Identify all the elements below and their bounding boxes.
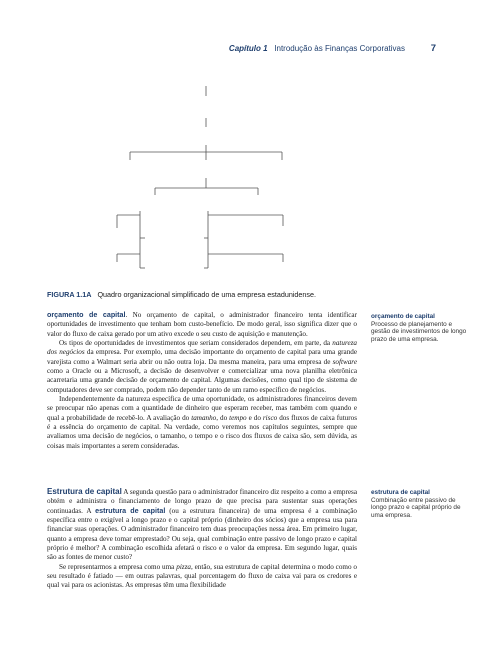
paragraph [47, 487, 357, 563]
figure-caption-text: Quadro organizacional simplificado de uma empresa estadunidense. [97, 290, 317, 299]
emphasis: risco [262, 413, 278, 422]
paragraph [47, 395, 357, 451]
figure-label: FIGURA 1.1A [47, 290, 92, 299]
paragraph-text: Se representarmos a empresa como uma [59, 562, 177, 571]
figure-caption [47, 290, 316, 299]
paragraph-text: Os tipos de oportunidades de investimentos que seriam considerados dependem, em parte, da [59, 339, 333, 348]
margin-note [371, 489, 471, 519]
chapter-label: Capítulo 1 [228, 44, 268, 53]
body-text-bottom [47, 487, 357, 591]
paragraph-text: dos fluxos de caixa futuros é a essência do orçamento de capital. Na verdade, como veremos nos capítulos seguintes, sempre que avaliamos uma decisão de negócios, o tamanho, o tempo e o risco dos fluxos de caixa são, sem dúvida, as coisas mais importantes a serem consideradas. [47, 413, 357, 450]
chapter-title: Introdução às Finanças Corporativas [274, 44, 405, 53]
paragraph-text: da empresa. Por exemplo, uma decisão importante do orçamento de capital para uma grande varejista como a Walmart seria abrir ou não outra loja. Da mesma maneira, para uma empresa de [47, 348, 358, 366]
paragraph-text: . No orçamento de capital, o administrador financeiro tenta identificar oportunidades de investimento que tenham bom custo-benefício. De modo geral, isso significa dizer que o valor do fluxo de caixa gerado por um ativo excede o seu custo de aquisição e manutenção. [47, 311, 357, 338]
paragraph [47, 339, 357, 395]
paragraph [47, 311, 357, 339]
paragraph-text: Independentemente da natureza específica de uma oportunidade, os administradores financeiros devem se preocupar não apenas com a quantidade de dinheiro que esperam receber, mas também com quando e qual a probabilidade de recebê-lo. A avaliação do [47, 395, 357, 422]
emphasis: pizza [176, 562, 191, 571]
margin-note-definition: Processo de planejamento e gestão de investimentos de longo prazo de uma empresa. [371, 320, 467, 343]
emphasis: tempo [229, 413, 247, 422]
key-term: estrutura de capital [95, 506, 166, 515]
emphasis: software [332, 357, 357, 366]
margin-note-term: estrutura de capital [371, 489, 430, 496]
paragraph-text: como a Oracle ou a Microsoft, a decisão de desenvolver e comercializar uma nova planilha eletrônica acarretaria uma grande decisão de orçamento de capital. Algumas decisões, como qual tipo de sistema de computadores deve ser comprado, podem não depender tanto de um ramo específico de negócios. [47, 367, 357, 394]
paragraph [47, 563, 357, 591]
paragraph-text: , do [216, 413, 230, 422]
org-chart-connectors [117, 86, 283, 268]
org-chart [0, 0, 489, 290]
emphasis: natureza dos negócios [47, 339, 357, 357]
paragraph-text: (ou a estrutura financeira) de uma empresa é a combinação específica entre o exigível a longo prazo e o capital próprio (dinheiro dos sócios) que a empresa usa para financiar suas operações. O administrador financeiro tem duas preocupações nessa área. Em primeiro lugar, quanto a empresa deve tomar emprestado? Ou seja, qual combinação entre passivo de longo prazo e capital próprio é melhor? A combinação escolhida afetará o risco e o valor da empresa. Em segundo lugar, quais são as fontes de menor custo? [47, 506, 357, 562]
paragraph-text: , então, sua estrutura de capital determina o modo como o seu resultado é fatiado — em outras palavras, qual porcentagem do fluxo de caixa vai para os credores e qual vai para os acionistas. As empresas têm uma flexibilidade [47, 562, 357, 590]
paragraph-text: e do [246, 413, 263, 422]
margin-note-definition: Combinação entre passivo de longo prazo e capital próprio de uma empresa. [371, 496, 461, 519]
page-number: 7 [430, 43, 436, 54]
margin-note-term: orçamento de capital [371, 313, 435, 320]
emphasis: tamanho [191, 413, 217, 422]
key-term: orçamento de capital [47, 311, 126, 319]
body-text-top [47, 311, 357, 451]
section-heading: Estrutura de capital [47, 487, 122, 496]
margin-note [371, 313, 471, 343]
paragraph-text: A segunda questão para o administrador financeiro diz respeito a como a empresa obtém e administra o financiamento de longo prazo de que precisa para sustentar suas operações continuadas. A [47, 488, 357, 515]
